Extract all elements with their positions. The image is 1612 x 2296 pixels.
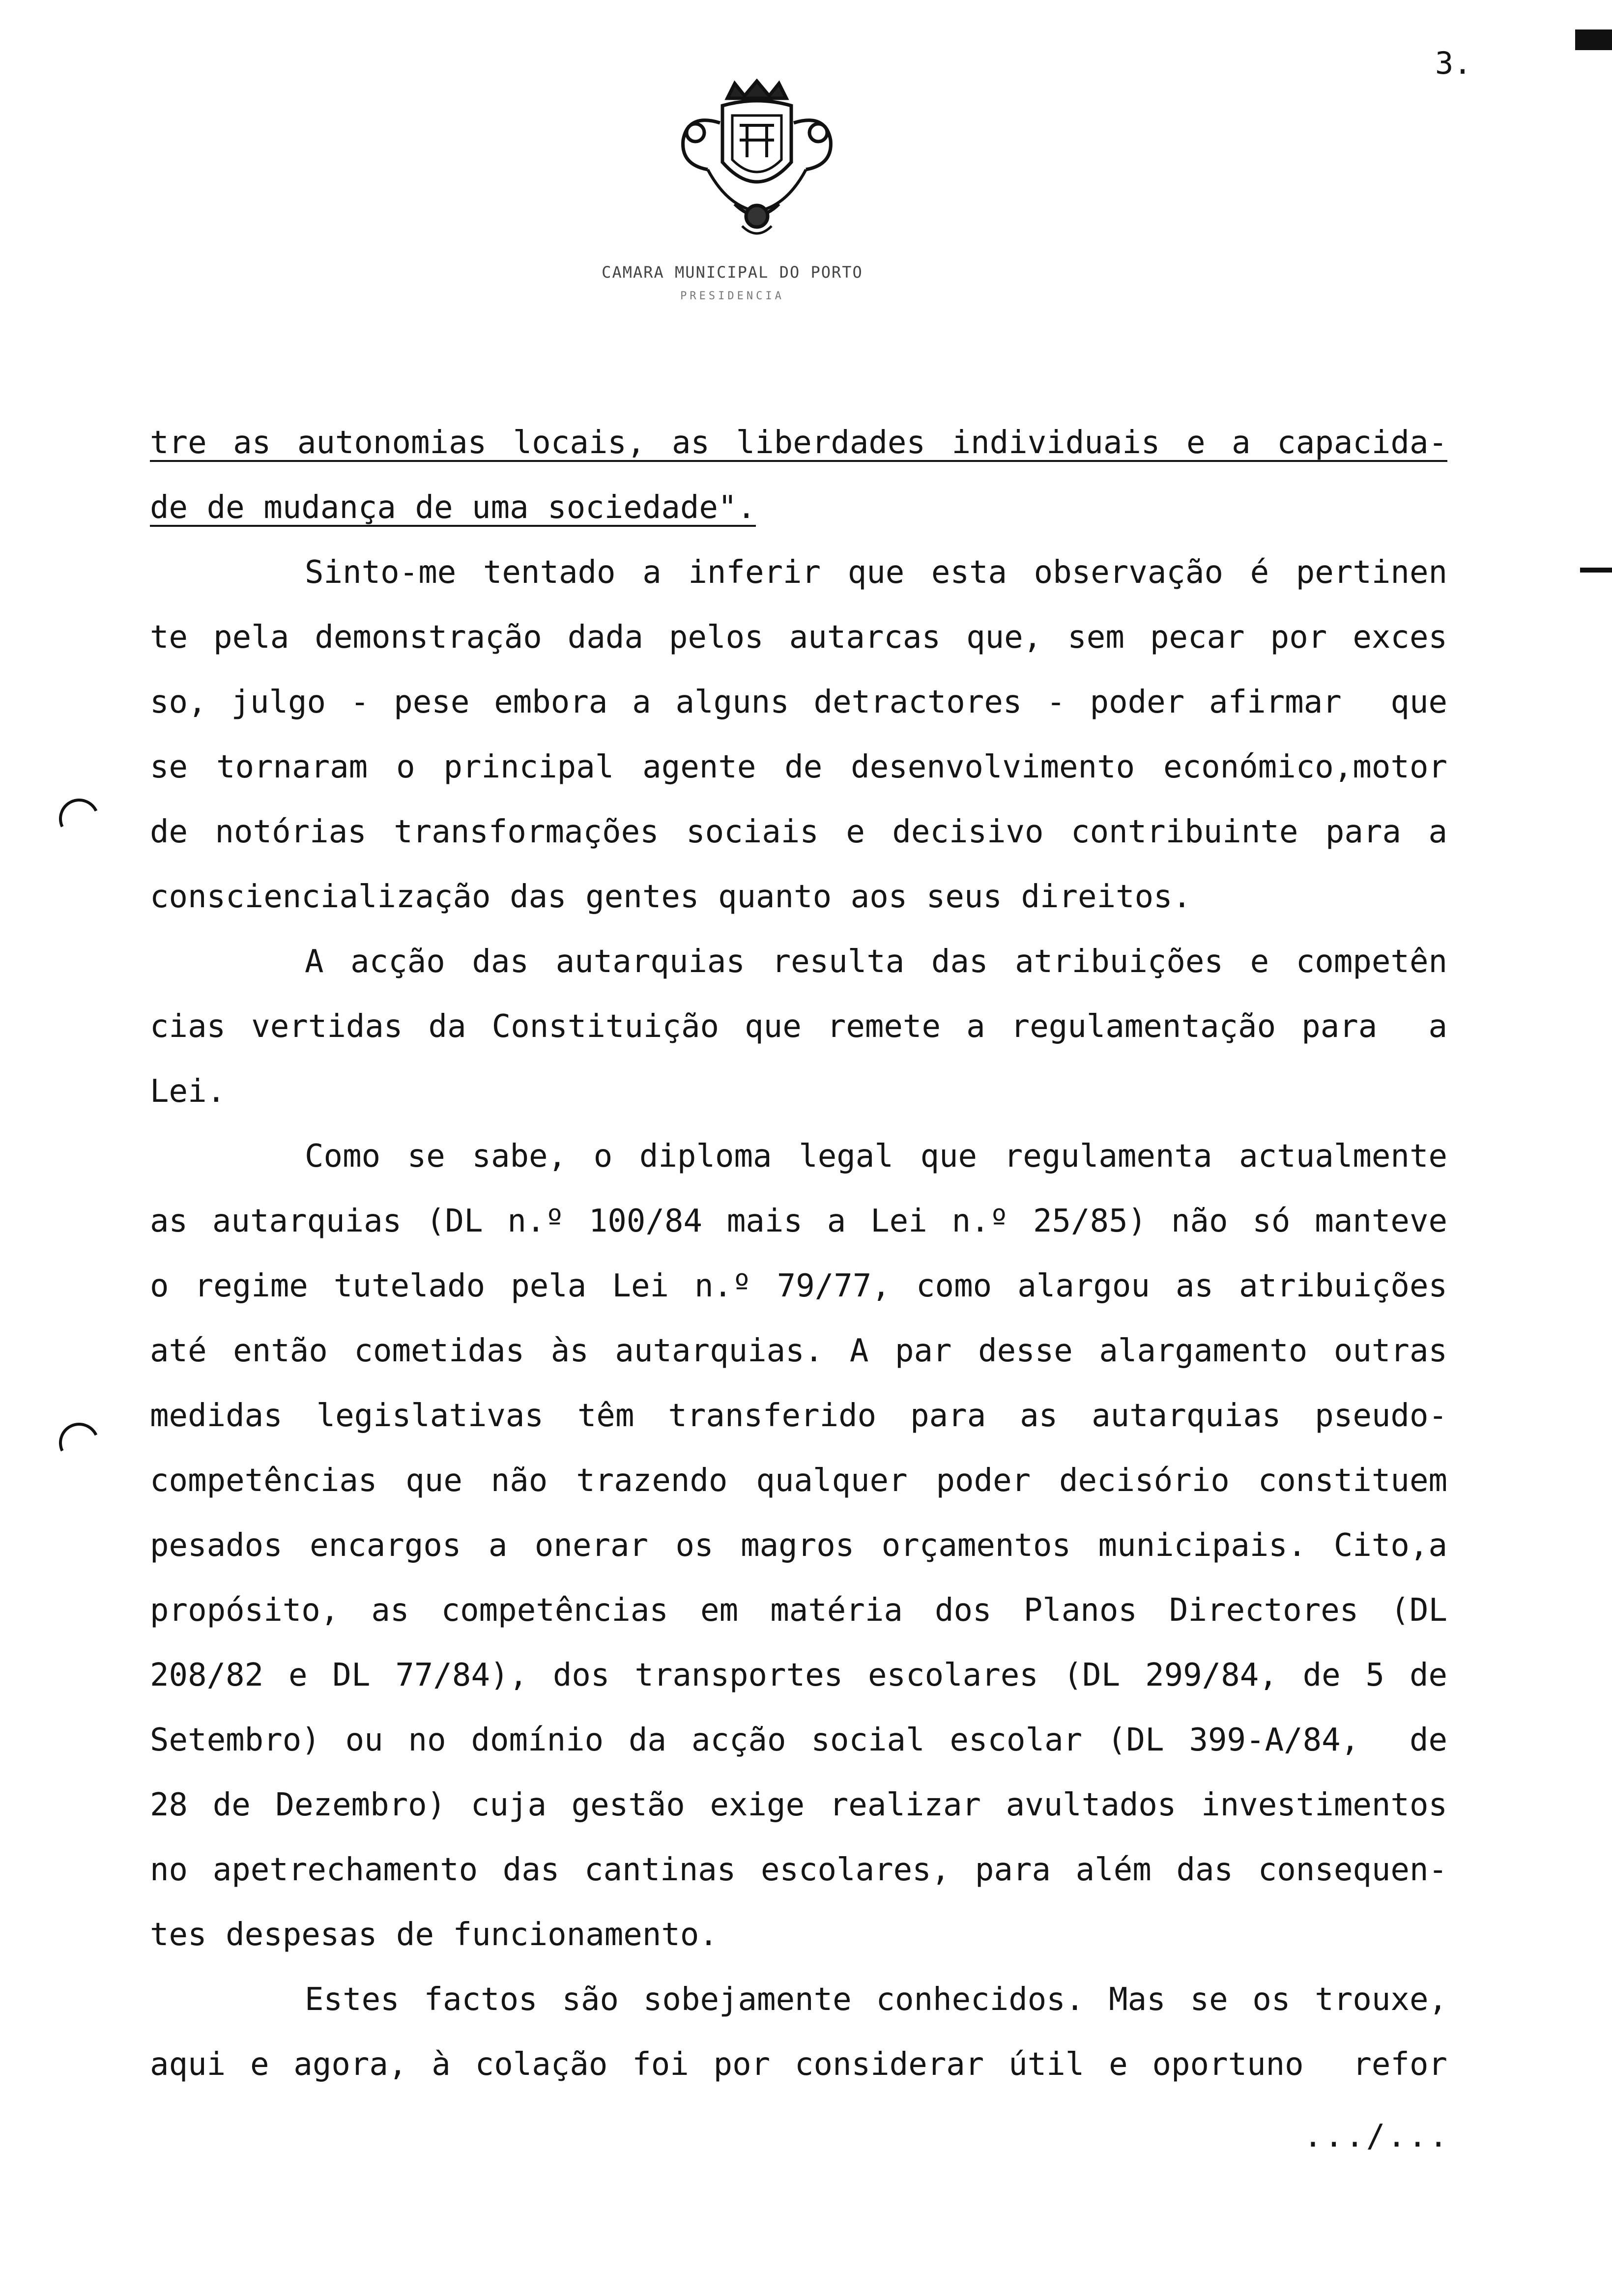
text-line: no apetrechamento das cantinas escolares, para além das consequen- <box>150 1852 1447 1888</box>
continuation-marker: .../... <box>1303 2118 1450 2154</box>
page-number: 3. <box>1435 45 1472 81</box>
text-line: o regime tutelado pela Lei n.º 79/77, como alargou as atribuições <box>150 1268 1447 1304</box>
text-line: 208/82 e DL 77/84), dos transportes escolares (DL 299/84, de 5 de <box>150 1657 1447 1693</box>
text-line: Lei. <box>150 1073 226 1110</box>
text-line: Sinto-me tentado a inferir que esta observação é pertinen <box>305 554 1447 591</box>
letterhead-title: CAMARA MUNICIPAL DO PORTO <box>602 263 863 282</box>
text-line: 28 de Dezembro) cuja gestão exige realizar avultados investimentos <box>150 1787 1447 1823</box>
text-line: medidas legislativas têm transferido para as autarquias pseudo- <box>150 1398 1447 1434</box>
text-line: propósito, as competências em matéria dos Planos Directores (DL <box>150 1592 1447 1629</box>
text-line: cias vertidas da Constituição que remete a regulamentação para a <box>150 1008 1447 1045</box>
underlined-text: de de mudança de uma sociedade". <box>150 489 756 526</box>
text-line: Estes factos são sobejamente conhecidos. Mas se os trouxe, <box>305 1981 1447 2018</box>
scan-mark <box>1575 29 1612 50</box>
text-line: competências que não trazendo qualquer poder decisório constituem <box>150 1463 1447 1499</box>
city-coat-of-arms-icon <box>654 79 860 246</box>
text-line: de notórias transformações sociais e decisivo contribuinte para a <box>150 814 1447 850</box>
text-line: pesados encargos a onerar os magros orçamentos municipais. Cito,a <box>150 1527 1447 1564</box>
text-line: A acção das autarquias resulta das atribuições e competên <box>305 944 1447 980</box>
text-line: tes despesas de funcionamento. <box>150 1917 718 1953</box>
text-line: tre as autonomias locais, as liberdades individuais e a capacida- <box>150 425 1447 461</box>
letterhead-subtitle: PRESIDENCIA <box>680 290 784 302</box>
text-line: Setembro) ou no domínio da acção social escolar (DL 399-A/84, de <box>150 1722 1447 1758</box>
text-line <box>150 475 1447 540</box>
text-line: consciencialização das gentes quanto aos seus direitos. <box>150 879 1192 915</box>
document-body <box>150 410 1447 2097</box>
punch-hole-mark <box>53 793 105 844</box>
punch-hole-mark <box>53 1417 105 1468</box>
text-line: se tornaram o principal agente de desenvolvimento económico,motor <box>150 749 1447 785</box>
text-line: até então cometidas às autarquias. A par desse alargamento outras <box>150 1333 1447 1369</box>
text-line: so, julgo - pese embora a alguns detractores - poder afirmar que <box>150 684 1447 720</box>
text-line: te pela demonstração dada pelos autarcas que, sem pecar por exces <box>150 619 1447 656</box>
text-line: Como se sabe, o diploma legal que regulamenta actualmente <box>305 1138 1447 1175</box>
text-line: aqui e agora, à colação foi por considerar útil e oportuno refor <box>150 2046 1447 2083</box>
scan-mark <box>1580 568 1612 573</box>
text-line: as autarquias (DL n.º 100/84 mais a Lei n.º 25/85) não só manteve <box>150 1203 1447 1239</box>
